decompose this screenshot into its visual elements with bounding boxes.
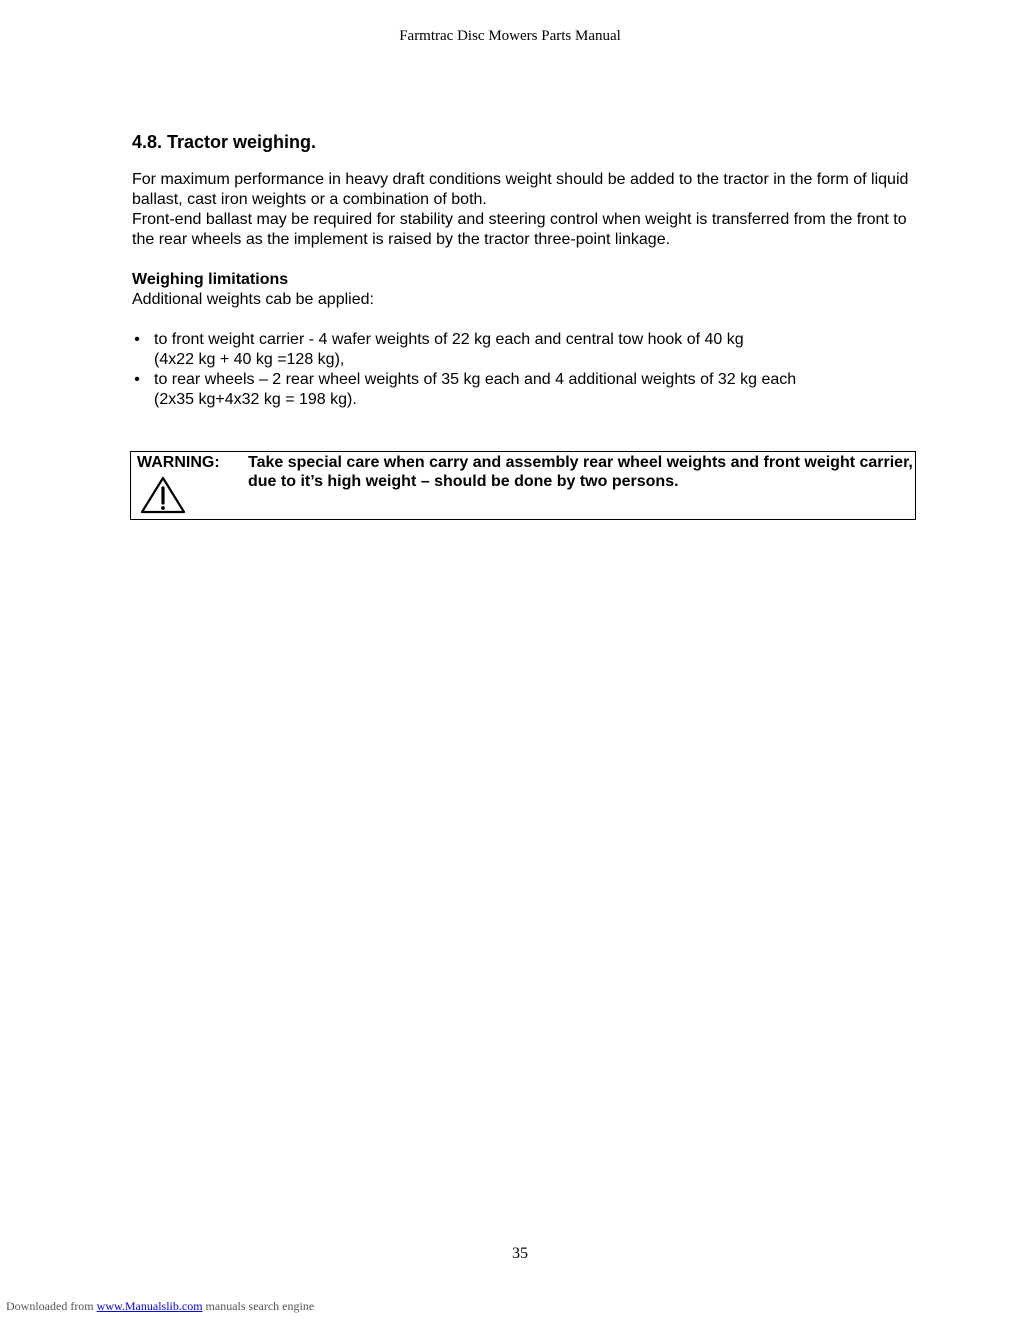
bullet-icon: •: [134, 371, 140, 388]
main-content: [132, 131, 922, 410]
footer-suffix: manuals search engine: [202, 1299, 315, 1313]
warning-text: Take special care when carry and assembly rear wheel weights and front weight carrier, due to it’s high weight – should be done by two persons.: [248, 454, 913, 490]
section-heading: 4.8. Tractor weighing.: [132, 132, 317, 152]
page-number: 35: [512, 1245, 528, 1262]
list-item: [132, 370, 922, 410]
download-footer: [6, 1299, 314, 1314]
list-item-line: (2x35 kg+4x32 kg = 198 kg).: [154, 391, 357, 408]
intro-line: Additional weights cab be applied:: [132, 291, 374, 308]
body-paragraph: For maximum performance in heavy draft conditions weight should be added to the tractor in the form of liquid ballast, cast iron weights or a combination of both.: [132, 171, 909, 208]
bullet-list: [132, 330, 922, 410]
subheading: Weighing limitations: [132, 271, 289, 288]
warning-label: WARNING:: [137, 454, 220, 471]
manualslib-link[interactable]: www.Manualslib.com: [96, 1299, 203, 1313]
running-header: Farmtrac Disc Mowers Parts Manual: [399, 28, 621, 44]
warning-triangle-icon: [139, 475, 187, 515]
list-item: [132, 330, 922, 370]
footer-prefix: Downloaded from: [6, 1299, 97, 1313]
bullet-icon: •: [134, 331, 140, 348]
body-paragraph: Front-end ballast may be required for stability and steering control when weight is transferred from the front to the rear wheels as the implement is raised by the tractor three-point linkage.: [132, 211, 907, 248]
list-item-line: (4x22 kg + 40 kg =128 kg),: [154, 351, 345, 368]
list-item-line: to front weight carrier - 4 wafer weights of 22 kg each and central tow hook of 40 kg: [154, 331, 744, 348]
warning-box: [130, 451, 916, 520]
list-item-line: to rear wheels – 2 rear wheel weights of 35 kg each and 4 additional weights of 32 kg each: [154, 371, 797, 388]
